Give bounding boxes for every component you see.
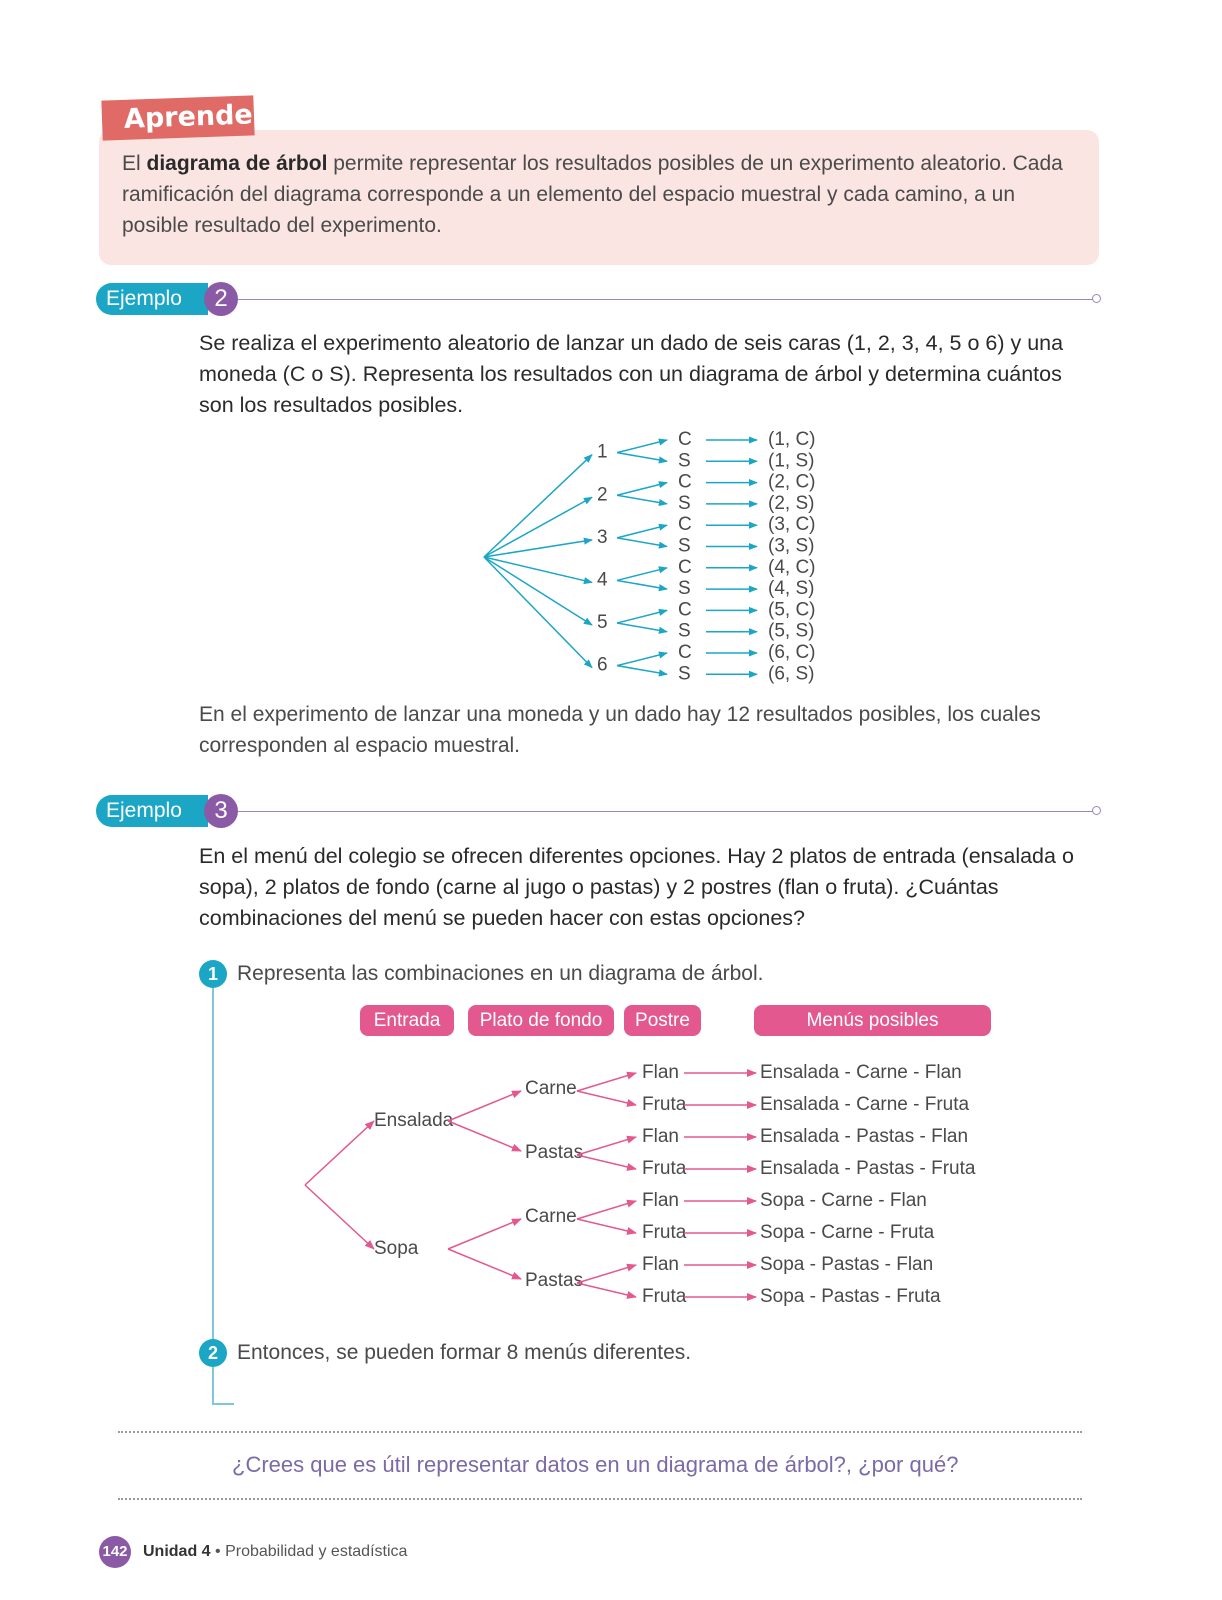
fondo-branch xyxy=(448,1091,521,1121)
dice-label: 2 xyxy=(597,484,608,506)
dice-branch xyxy=(484,557,592,625)
postre-branch xyxy=(577,1265,636,1283)
step-rail-end xyxy=(212,1403,234,1405)
postre-label: Flan xyxy=(642,1190,679,1212)
result-label: (2, C) xyxy=(768,471,816,493)
coin-branch xyxy=(617,623,667,632)
menu-label: Ensalada - Pastas - Flan xyxy=(760,1126,969,1148)
result-label: (4, C) xyxy=(768,556,816,578)
step2-text: Entonces, se pueden formar 8 menús diferentes. xyxy=(237,1341,692,1364)
header-menus: Menús posibles xyxy=(806,1010,939,1032)
entrada-branch xyxy=(305,1121,374,1185)
ejemplo2-conclusion: En el experimento de lanzar una moneda y un dado hay 12 resultados posibles, los cuales corresponden al espacio muestral. xyxy=(199,703,1041,757)
coin-branch xyxy=(617,483,667,496)
menu-label: Ensalada - Carne - Fruta xyxy=(760,1094,970,1116)
coin-label: S xyxy=(678,620,691,642)
result-label: (2, S) xyxy=(768,492,815,514)
coin-branch xyxy=(617,568,667,581)
coin-label: C xyxy=(678,556,692,578)
ejemplo3-label xyxy=(96,795,208,827)
coin-branch xyxy=(617,538,667,547)
page-number xyxy=(99,1536,131,1568)
result-label: (6, S) xyxy=(768,663,815,685)
entrada-label: Ensalada xyxy=(374,1110,454,1132)
footer-text xyxy=(143,1543,407,1561)
dice-label: 4 xyxy=(597,569,608,591)
coin-label: S xyxy=(678,492,691,514)
coin-label: S xyxy=(678,450,691,472)
coin-label: C xyxy=(678,642,692,664)
step2-num: 2 xyxy=(207,1343,218,1363)
footer-subject: Probabilidad y estadística xyxy=(225,1543,408,1560)
coin-label: C xyxy=(678,599,692,621)
result-label: (5, S) xyxy=(768,620,815,642)
ejemplo3-number-text: 3 xyxy=(214,797,228,824)
fondo-branch xyxy=(448,1219,521,1249)
dice-tree-group xyxy=(484,429,816,684)
postre-branch xyxy=(577,1073,636,1091)
coin-branch xyxy=(617,453,667,462)
coin-label: C xyxy=(678,514,692,536)
reflection-top-rule xyxy=(118,1431,1082,1433)
dice-label: 3 xyxy=(597,526,608,548)
entrada-branch xyxy=(305,1185,374,1249)
step2-badge xyxy=(199,1339,227,1367)
page-number-text: 142 xyxy=(102,1543,128,1560)
postre-branch xyxy=(577,1137,636,1155)
fondo-branch xyxy=(448,1249,521,1279)
ejemplo3-rule xyxy=(238,811,1093,812)
postre-label: Fruta xyxy=(642,1094,687,1116)
dice-label: 1 xyxy=(597,441,608,463)
postre-branch xyxy=(577,1283,636,1297)
result-label: (1, C) xyxy=(768,429,816,451)
postre-label: Fruta xyxy=(642,1222,687,1244)
coin-branch xyxy=(617,610,667,623)
coin-branch xyxy=(617,525,667,538)
coin-branch xyxy=(617,440,667,453)
result-label: (3, C) xyxy=(768,514,816,536)
ejemplo2-number-text: 2 xyxy=(214,285,228,312)
postre-label: Flan xyxy=(642,1062,679,1084)
postre-branch xyxy=(577,1155,636,1169)
result-label: (6, C) xyxy=(768,642,816,664)
result-label: (4, S) xyxy=(768,578,815,600)
header-postre: Postre xyxy=(635,1010,690,1032)
dice-label: 6 xyxy=(597,654,608,676)
aprende-term: diagrama de árbol xyxy=(146,152,328,175)
aprende-title: Aprende xyxy=(123,99,254,135)
reflection-question: ¿Crees que es útil representar datos en un diagrama de árbol?, ¿por qué? xyxy=(232,1452,959,1477)
fondo-label: Pastas xyxy=(525,1142,584,1164)
dice-branch xyxy=(484,557,592,582)
ejemplo3-rule-end xyxy=(1092,806,1101,815)
postre-label: Flan xyxy=(642,1126,679,1148)
aprende-text-before: El xyxy=(122,152,147,175)
coin-label: C xyxy=(678,429,692,451)
result-label: (1, S) xyxy=(768,450,815,472)
ejemplo3-label-text: Ejemplo xyxy=(106,799,182,822)
step1-text: Representa las combinaciones en un diagrama de árbol. xyxy=(237,962,764,985)
coin-label: C xyxy=(678,471,692,493)
fondo-label: Carne xyxy=(525,1206,577,1228)
menu-tree-group xyxy=(305,1005,991,1307)
coin-label: S xyxy=(678,578,691,600)
menu-label: Sopa - Pastas - Flan xyxy=(760,1254,934,1276)
ejemplo3-question: En el menú del colegio se ofrecen diferentes opciones. Hay 2 platos de entrada (ensalada o sopa), 2 platos de fondo (carne al jugo o pastas) y 2 postres (flan o fruta). ¿Cuántas combinaciones del menú se pueden hacer con estas opciones? xyxy=(199,844,1074,930)
postre-branch xyxy=(577,1091,636,1105)
menu-label: Sopa - Carne - Flan xyxy=(760,1190,927,1212)
fondo-branch xyxy=(448,1121,521,1151)
coin-branch xyxy=(617,580,667,589)
reflection-bottom-rule xyxy=(118,1498,1082,1500)
result-label: (5, C) xyxy=(768,599,816,621)
coin-branch xyxy=(617,666,667,675)
coin-branch xyxy=(617,495,667,504)
ejemplo2-question: Se realiza el experimento aleatorio de lanzar un dado de seis caras (1, 2, 3, 4, 5 o 6) y una moneda (C o S). Representa los resultados con un diagrama de árbol y determina cuántos son los resultados posibles. xyxy=(199,331,1064,417)
dice-label: 5 xyxy=(597,612,608,634)
dice-branch xyxy=(484,557,592,668)
postre-label: Flan xyxy=(642,1254,679,1276)
footer-unit: Unidad 4 xyxy=(143,1543,211,1560)
coin-label: S xyxy=(678,663,691,685)
header-fondo: Plato de fondo xyxy=(479,1010,603,1032)
menu-label: Ensalada - Pastas - Fruta xyxy=(760,1158,976,1180)
footer-bullet: • xyxy=(215,1543,221,1560)
coin-label: S xyxy=(678,535,691,557)
menu-label: Sopa - Carne - Fruta xyxy=(760,1222,935,1244)
result-label: (3, S) xyxy=(768,535,815,557)
postre-label: Fruta xyxy=(642,1158,687,1180)
postre-branch xyxy=(577,1219,636,1233)
fondo-label: Pastas xyxy=(525,1270,584,1292)
aprende-text-after: permite representar los resultados posibles de un experimento aleatorio. Cada ramificación del diagrama corresponde a un elemento del espacio muestral y cada camino, a un posible resultado del experimento. xyxy=(122,152,1063,237)
menu-label: Sopa - Pastas - Fruta xyxy=(760,1286,941,1308)
menu-label: Ensalada - Carne - Flan xyxy=(760,1062,962,1084)
entrada-label: Sopa xyxy=(374,1238,419,1260)
ejemplo3-number xyxy=(204,794,238,828)
header-entrada: Entrada xyxy=(373,1010,441,1032)
postre-branch xyxy=(577,1201,636,1219)
ejemplo2-label-text: Ejemplo xyxy=(106,287,182,310)
postre-label: Fruta xyxy=(642,1286,687,1308)
step1-badge xyxy=(199,960,227,988)
fondo-label: Carne xyxy=(525,1078,577,1100)
coin-branch xyxy=(617,653,667,666)
step1-num: 1 xyxy=(207,964,218,984)
